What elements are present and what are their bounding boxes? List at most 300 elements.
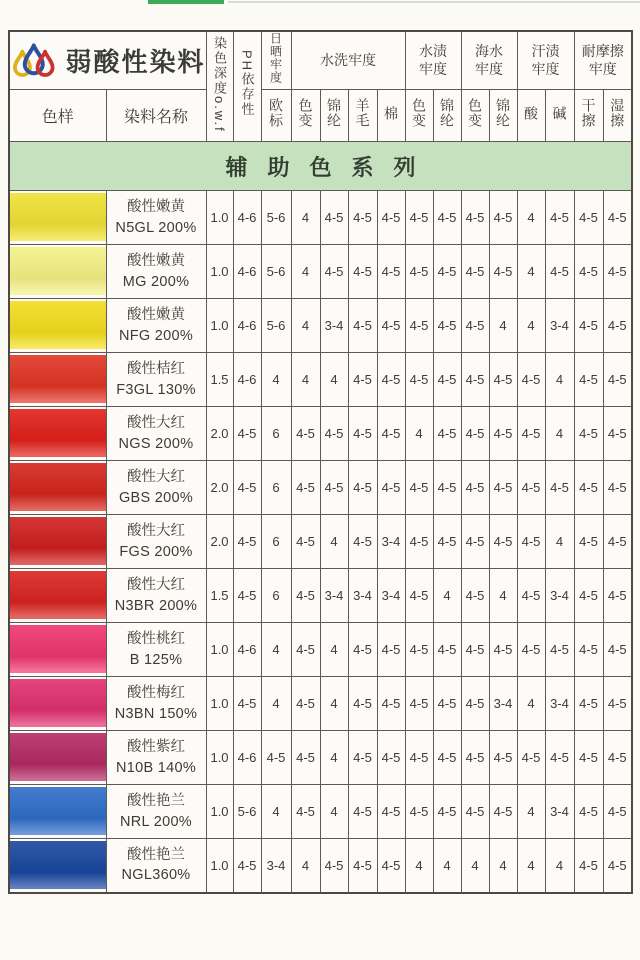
dye-code: N5GL 200% — [115, 219, 197, 236]
fastness-value-wash-nylon: 4-5 — [320, 191, 348, 245]
color-swatch — [10, 733, 106, 781]
fastness-value-wash-nylon: 4 — [320, 515, 348, 569]
fastness-value-water-nylon: 4-5 — [433, 299, 461, 353]
dye-name-cell — [106, 353, 206, 407]
fastness-value-water-nylon: 4-5 — [433, 677, 461, 731]
fastness-value-sweat-acid: 4-5 — [517, 461, 545, 515]
color-swatch — [10, 679, 106, 727]
dye-row — [9, 407, 632, 461]
dye-code: GBS 200% — [118, 489, 194, 506]
fastness-value-wash-color-change: 4 — [291, 839, 320, 893]
dye-name-cn: 酸性梅红 — [127, 685, 185, 702]
series-banner — [9, 142, 632, 191]
fastness-value-wash-color-change: 4 — [291, 245, 320, 299]
fastness-value-rub-dry: 4-5 — [574, 623, 603, 677]
color-swatch-cell — [9, 353, 106, 407]
dye-code: N10B 140% — [115, 759, 197, 776]
dye-row — [9, 677, 632, 731]
fastness-value-water-color-change: 4-5 — [405, 785, 433, 839]
color-swatch — [10, 247, 106, 295]
column-header-wash-nylon: 锦纶 — [320, 90, 348, 142]
fastness-value-wash-nylon: 4-5 — [320, 407, 348, 461]
fastness-value-rub-dry: 4-5 — [574, 245, 603, 299]
fastness-value-wash-nylon: 4 — [320, 353, 348, 407]
fastness-value-wash-wool: 4-5 — [348, 515, 377, 569]
fastness-value-wash-color-change: 4-5 — [291, 407, 320, 461]
fastness-value-wash-color-change: 4 — [291, 191, 320, 245]
fastness-value-wash-color-change: 4-5 — [291, 569, 320, 623]
fastness-value-water-color-change: 4-5 — [405, 461, 433, 515]
fastness-value-sea-nylon: 4-5 — [489, 191, 517, 245]
fastness-value-rub-wet: 4-5 — [603, 623, 632, 677]
top-edge-faint-line — [228, 1, 640, 3]
fastness-value-water-color-change: 4-5 — [405, 623, 433, 677]
column-header-sample: 色样 — [9, 90, 106, 142]
fastness-value-water-color-change: 4-5 — [405, 677, 433, 731]
fastness-value-wash-cotton: 4-5 — [377, 407, 405, 461]
fastness-value-sea-color-change: 4-5 — [461, 515, 489, 569]
column-header-water-color-change: 色变 — [405, 90, 433, 142]
fastness-value-wash-wool: 3-4 — [348, 569, 377, 623]
fastness-value-wash-cotton: 4-5 — [377, 353, 405, 407]
dye-name-cn: 酸性嫩黄 — [127, 307, 185, 324]
fastness-value-wash-wool: 4-5 — [348, 353, 377, 407]
fastness-value-wash-wool: 4-5 — [348, 191, 377, 245]
fastness-value-wash-wool: 4-5 — [348, 299, 377, 353]
fastness-value-sweat-acid: 4 — [517, 191, 545, 245]
color-swatch-cell — [9, 461, 106, 515]
dye-name-cell — [106, 677, 206, 731]
dye-row — [9, 623, 632, 677]
fastness-value-sweat-acid: 4 — [517, 785, 545, 839]
fastness-value-rub-dry: 4-5 — [574, 677, 603, 731]
fastness-value-euro-standard: 6 — [261, 407, 291, 461]
fastness-value-euro-standard: 3-4 — [261, 839, 291, 893]
color-swatch-cell — [9, 785, 106, 839]
fastness-value-sea-color-change: 4 — [461, 839, 489, 893]
dye-name-cn: 酸性大红 — [127, 469, 185, 486]
fastness-value-sea-nylon: 4-5 — [489, 731, 517, 785]
fastness-value-rub-wet: 4-5 — [603, 839, 632, 893]
fastness-value-wash-wool: 4-5 — [348, 407, 377, 461]
fastness-value-sea-color-change: 4-5 — [461, 353, 489, 407]
fastness-value-water-nylon: 4-5 — [433, 461, 461, 515]
fastness-value-sweat-alkali: 4-5 — [545, 731, 574, 785]
fastness-value-rub-dry: 4-5 — [574, 515, 603, 569]
dye-code: NGS 200% — [118, 435, 194, 452]
fastness-value-water-nylon: 4-5 — [433, 623, 461, 677]
fastness-value-sea-nylon: 4-5 — [489, 461, 517, 515]
fastness-value-water-color-change: 4-5 — [405, 191, 433, 245]
fastness-value-water-color-change: 4 — [405, 407, 433, 461]
brand-title: 弱酸性染料 — [65, 47, 206, 77]
fastness-value-ph: 4-6 — [233, 623, 261, 677]
color-swatch-cell — [9, 515, 106, 569]
fastness-value-wash-nylon: 4 — [320, 731, 348, 785]
dye-name-cell — [106, 785, 206, 839]
fastness-value-euro-standard: 6 — [261, 515, 291, 569]
fastness-value-rub-dry: 4-5 — [574, 461, 603, 515]
fastness-value-water-color-change: 4-5 — [405, 299, 433, 353]
fastness-value-depth: 1.0 — [206, 731, 233, 785]
fastness-value-wash-wool: 4-5 — [348, 731, 377, 785]
fastness-value-ph: 4-5 — [233, 407, 261, 461]
dye-code: B 125% — [129, 651, 183, 668]
dye-row — [9, 245, 632, 299]
fastness-value-sweat-acid: 4-5 — [517, 569, 545, 623]
fastness-value-euro-standard: 4 — [261, 677, 291, 731]
column-header-sweat-acid: 酸 — [517, 90, 545, 142]
fastness-value-wash-nylon: 4-5 — [320, 245, 348, 299]
fastness-value-wash-nylon: 4 — [320, 677, 348, 731]
fastness-value-euro-standard: 6 — [261, 461, 291, 515]
color-swatch — [10, 355, 106, 403]
fastness-value-rub-dry: 4-5 — [574, 731, 603, 785]
fastness-value-sweat-acid: 4 — [517, 299, 545, 353]
dye-name-cn: 酸性艳兰 — [127, 793, 185, 810]
fastness-value-wash-wool: 4-5 — [348, 461, 377, 515]
fastness-value-ph: 4-6 — [233, 731, 261, 785]
fastness-value-sea-color-change: 4-5 — [461, 461, 489, 515]
fastness-value-euro-standard: 6 — [261, 569, 291, 623]
fastness-value-wash-cotton: 4-5 — [377, 191, 405, 245]
dye-name-cn: 酸性大红 — [127, 523, 185, 540]
fastness-value-sea-nylon: 3-4 — [489, 677, 517, 731]
fastness-value-wash-nylon: 3-4 — [320, 569, 348, 623]
fastness-value-depth: 1.5 — [206, 569, 233, 623]
fastness-value-water-color-change: 4-5 — [405, 353, 433, 407]
color-swatch-cell — [9, 839, 106, 893]
dye-name-cell — [106, 569, 206, 623]
fastness-value-depth: 1.0 — [206, 245, 233, 299]
fastness-value-ph: 5-6 — [233, 785, 261, 839]
fastness-value-euro-standard: 5-6 — [261, 245, 291, 299]
dye-code: N3BR 200% — [114, 597, 198, 614]
column-header-euro-standard: 欧标 — [261, 90, 291, 142]
fastness-value-wash-cotton: 3-4 — [377, 515, 405, 569]
fastness-value-sweat-alkali: 3-4 — [545, 299, 574, 353]
fastness-value-euro-standard: 4-5 — [261, 731, 291, 785]
fastness-value-water-color-change: 4-5 — [405, 569, 433, 623]
fastness-value-depth: 2.0 — [206, 407, 233, 461]
fastness-table — [8, 30, 633, 894]
group-header-perspiration: 汗渍牢度 — [517, 31, 574, 90]
column-header-depth: 染色深度o.w.f — [206, 31, 233, 142]
fastness-value-rub-wet: 4-5 — [603, 569, 632, 623]
fastness-value-depth: 1.0 — [206, 839, 233, 893]
fastness-value-depth: 1.0 — [206, 785, 233, 839]
dye-code: MG 200% — [122, 273, 190, 290]
fastness-value-wash-color-change: 4-5 — [291, 623, 320, 677]
color-swatch — [10, 409, 106, 457]
color-swatch — [10, 193, 106, 241]
fastness-value-ph: 4-5 — [233, 569, 261, 623]
column-header-ph: PH依存性 — [233, 31, 261, 142]
fastness-value-water-color-change: 4 — [405, 839, 433, 893]
fastness-value-euro-standard: 5-6 — [261, 191, 291, 245]
fastness-value-wash-cotton: 4-5 — [377, 245, 405, 299]
dye-code: NFG 200% — [118, 327, 194, 344]
fastness-value-rub-dry: 4-5 — [574, 785, 603, 839]
dye-name-cn: 酸性紫红 — [127, 739, 185, 756]
group-header-water-stain: 水渍牢度 — [405, 31, 461, 90]
fastness-value-wash-wool: 4-5 — [348, 839, 377, 893]
dye-name-cn: 酸性嫩黄 — [127, 253, 185, 270]
dye-name-cell — [106, 407, 206, 461]
fastness-value-sweat-alkali: 4 — [545, 407, 574, 461]
fastness-value-wash-wool: 4-5 — [348, 623, 377, 677]
fastness-value-sea-nylon: 4-5 — [489, 407, 517, 461]
color-swatch — [10, 301, 106, 349]
color-swatch-cell — [9, 299, 106, 353]
column-header-dye-name: 染料名称 — [106, 90, 206, 142]
fastness-value-rub-wet: 4-5 — [603, 785, 632, 839]
fastness-value-sweat-acid: 4-5 — [517, 353, 545, 407]
fastness-value-depth: 1.0 — [206, 299, 233, 353]
dye-name-cell — [106, 839, 206, 893]
fastness-value-rub-wet: 4-5 — [603, 353, 632, 407]
fastness-value-sea-color-change: 4-5 — [461, 569, 489, 623]
dye-name-cn: 酸性桔红 — [127, 361, 185, 378]
fastness-value-sweat-acid: 4-5 — [517, 623, 545, 677]
fastness-value-wash-color-change: 4-5 — [291, 785, 320, 839]
dye-row — [9, 839, 632, 893]
fastness-value-depth: 1.5 — [206, 353, 233, 407]
fastness-value-water-nylon: 4-5 — [433, 407, 461, 461]
fastness-value-euro-standard: 4 — [261, 353, 291, 407]
fastness-value-sea-color-change: 4-5 — [461, 731, 489, 785]
fastness-value-wash-cotton: 3-4 — [377, 569, 405, 623]
column-header-lightfastness: 日晒牢度 — [261, 31, 291, 90]
color-swatch — [10, 571, 106, 619]
brand-header — [9, 31, 206, 90]
fastness-value-euro-standard: 4 — [261, 785, 291, 839]
fastness-value-water-nylon: 4 — [433, 839, 461, 893]
color-swatch — [10, 787, 106, 835]
fastness-value-depth: 1.0 — [206, 623, 233, 677]
dye-row — [9, 785, 632, 839]
series-banner-text: 辅助色系列 — [225, 154, 436, 180]
color-swatch-cell — [9, 191, 106, 245]
fastness-value-sea-nylon: 4-5 — [489, 623, 517, 677]
fastness-value-water-color-change: 4-5 — [405, 731, 433, 785]
fastness-value-sea-nylon: 4-5 — [489, 353, 517, 407]
top-edge-green-mark — [148, 0, 224, 4]
dye-name-cell — [106, 623, 206, 677]
fastness-value-sweat-alkali: 4-5 — [545, 245, 574, 299]
fastness-value-sea-color-change: 4-5 — [461, 191, 489, 245]
fastness-value-ph: 4-6 — [233, 353, 261, 407]
color-swatch — [10, 517, 106, 565]
fastness-value-water-nylon: 4-5 — [433, 191, 461, 245]
fastness-value-sweat-acid: 4-5 — [517, 731, 545, 785]
dye-code: N3BN 150% — [114, 705, 198, 722]
fastness-value-water-nylon: 4 — [433, 569, 461, 623]
fastness-value-wash-wool: 4-5 — [348, 245, 377, 299]
column-header-rub-dry: 干擦 — [574, 90, 603, 142]
fastness-value-sea-color-change: 4-5 — [461, 407, 489, 461]
fastness-value-water-nylon: 4-5 — [433, 245, 461, 299]
fastness-value-sea-nylon: 4-5 — [489, 785, 517, 839]
fastness-value-rub-wet: 4-5 — [603, 731, 632, 785]
fastness-value-wash-cotton: 4-5 — [377, 461, 405, 515]
fastness-value-depth: 1.0 — [206, 191, 233, 245]
fastness-value-sea-color-change: 4-5 — [461, 785, 489, 839]
fastness-value-wash-wool: 4-5 — [348, 785, 377, 839]
dye-row — [9, 299, 632, 353]
fastness-value-wash-cotton: 4-5 — [377, 623, 405, 677]
fastness-value-ph: 4-5 — [233, 677, 261, 731]
fastness-value-sweat-acid: 4-5 — [517, 407, 545, 461]
column-header-wash-cotton: 棉 — [377, 90, 405, 142]
fastness-value-sea-color-change: 4-5 — [461, 677, 489, 731]
dye-name-cell — [106, 461, 206, 515]
dye-row — [9, 353, 632, 407]
dye-row — [9, 569, 632, 623]
fastness-value-sea-color-change: 4-5 — [461, 245, 489, 299]
fastness-value-rub-wet: 4-5 — [603, 245, 632, 299]
dye-name-cell — [106, 191, 206, 245]
fastness-value-rub-wet: 4-5 — [603, 515, 632, 569]
dye-row — [9, 731, 632, 785]
dye-name-cn: 酸性大红 — [127, 415, 185, 432]
fastness-value-sweat-alkali: 4-5 — [545, 191, 574, 245]
fastness-value-wash-color-change: 4 — [291, 299, 320, 353]
dye-row — [9, 515, 632, 569]
fastness-value-wash-nylon: 4-5 — [320, 461, 348, 515]
fastness-value-sweat-acid: 4 — [517, 839, 545, 893]
fastness-value-sweat-alkali: 3-4 — [545, 785, 574, 839]
dye-name-cn: 酸性桃红 — [127, 631, 185, 648]
fastness-value-sea-color-change: 4-5 — [461, 299, 489, 353]
column-header-wash-color-change: 色变 — [291, 90, 320, 142]
fastness-value-water-nylon: 4-5 — [433, 731, 461, 785]
fastness-value-wash-color-change: 4-5 — [291, 677, 320, 731]
fastness-value-wash-nylon: 4 — [320, 623, 348, 677]
fastness-value-ph: 4-5 — [233, 839, 261, 893]
fastness-value-sweat-alkali: 4-5 — [545, 461, 574, 515]
group-header-washing: 水洗牢度 — [291, 31, 405, 90]
fastness-value-ph: 4-5 — [233, 515, 261, 569]
fastness-value-rub-dry: 4-5 — [574, 191, 603, 245]
group-header-seawater: 海水牢度 — [461, 31, 517, 90]
fastness-value-rub-wet: 4-5 — [603, 677, 632, 731]
dye-code: FGS 200% — [119, 543, 193, 560]
dye-name-cn: 酸性嫩黄 — [127, 199, 185, 216]
fastness-value-depth: 2.0 — [206, 461, 233, 515]
fastness-value-sweat-acid: 4 — [517, 677, 545, 731]
dye-name-cell — [106, 299, 206, 353]
fastness-value-water-nylon: 4-5 — [433, 785, 461, 839]
dye-row — [9, 461, 632, 515]
fastness-value-sweat-acid: 4-5 — [517, 515, 545, 569]
fastness-value-wash-color-change: 4-5 — [291, 731, 320, 785]
fastness-value-sea-nylon: 4 — [489, 839, 517, 893]
fastness-value-water-nylon: 4-5 — [433, 353, 461, 407]
fastness-value-euro-standard: 5-6 — [261, 299, 291, 353]
color-swatch-cell — [9, 569, 106, 623]
fastness-value-rub-dry: 4-5 — [574, 569, 603, 623]
fastness-value-wash-cotton: 4-5 — [377, 731, 405, 785]
color-swatch-cell — [9, 731, 106, 785]
column-header-rub-wet: 湿擦 — [603, 90, 632, 142]
color-swatch — [10, 625, 106, 673]
fastness-value-rub-wet: 4-5 — [603, 407, 632, 461]
fastness-value-wash-color-change: 4-5 — [291, 461, 320, 515]
fastness-value-euro-standard: 4 — [261, 623, 291, 677]
fastness-value-sea-nylon: 4-5 — [489, 245, 517, 299]
fastness-value-sweat-alkali: 4 — [545, 839, 574, 893]
fastness-value-wash-nylon: 4-5 — [320, 839, 348, 893]
fastness-value-wash-nylon: 4 — [320, 785, 348, 839]
dye-code: F3GL 130% — [116, 381, 196, 398]
dye-name-cn: 酸性艳兰 — [127, 846, 185, 863]
fastness-value-wash-cotton: 4-5 — [377, 299, 405, 353]
fastness-value-ph: 4-6 — [233, 299, 261, 353]
column-header-water-nylon: 锦纶 — [433, 90, 461, 142]
fastness-value-sea-color-change: 4-5 — [461, 623, 489, 677]
fastness-value-sea-nylon: 4 — [489, 299, 517, 353]
fastness-value-rub-dry: 4-5 — [574, 839, 603, 893]
color-swatch — [10, 841, 106, 889]
dye-code: NRL 200% — [120, 813, 192, 830]
fastness-value-sweat-alkali: 4 — [545, 353, 574, 407]
fastness-value-rub-wet: 4-5 — [603, 299, 632, 353]
color-swatch-cell — [9, 407, 106, 461]
series-banner-row — [9, 142, 632, 191]
dye-name-cn: 酸性大红 — [127, 577, 185, 594]
fastness-value-sweat-alkali: 4 — [545, 515, 574, 569]
column-header-sea-color-change: 色变 — [461, 90, 489, 142]
fastness-value-rub-wet: 4-5 — [603, 191, 632, 245]
group-header-rubbing: 耐摩擦牢度 — [574, 31, 632, 90]
fastness-value-wash-cotton: 4-5 — [377, 785, 405, 839]
fastness-value-wash-color-change: 4 — [291, 353, 320, 407]
dye-code: NGL360% — [121, 867, 191, 884]
color-swatch-cell — [9, 623, 106, 677]
color-swatch-cell — [9, 677, 106, 731]
dye-name-cell — [106, 731, 206, 785]
fastness-value-sweat-alkali: 3-4 — [545, 569, 574, 623]
dye-row — [9, 191, 632, 245]
column-header-sweat-alkali: 碱 — [545, 90, 574, 142]
fastness-value-wash-cotton: 4-5 — [377, 677, 405, 731]
fastness-value-rub-dry: 4-5 — [574, 407, 603, 461]
fastness-value-rub-dry: 4-5 — [574, 299, 603, 353]
dye-name-cell — [106, 515, 206, 569]
fastness-value-ph: 4-6 — [233, 245, 261, 299]
fastness-value-wash-nylon: 3-4 — [320, 299, 348, 353]
fastness-value-sea-nylon: 4 — [489, 569, 517, 623]
fastness-value-sweat-alkali: 3-4 — [545, 677, 574, 731]
column-header-sea-nylon: 锦纶 — [489, 90, 517, 142]
fastness-value-sea-nylon: 4-5 — [489, 515, 517, 569]
fastness-value-depth: 1.0 — [206, 677, 233, 731]
fastness-value-water-color-change: 4-5 — [405, 515, 433, 569]
fastness-value-water-nylon: 4-5 — [433, 515, 461, 569]
fastness-value-water-color-change: 4-5 — [405, 245, 433, 299]
fastness-value-rub-dry: 4-5 — [574, 353, 603, 407]
fastness-value-wash-wool: 4-5 — [348, 677, 377, 731]
fastness-value-wash-cotton: 4-5 — [377, 839, 405, 893]
fastness-value-wash-color-change: 4-5 — [291, 515, 320, 569]
three-drops-logo-icon — [10, 36, 58, 86]
color-swatch-cell — [9, 245, 106, 299]
fastness-value-rub-wet: 4-5 — [603, 461, 632, 515]
fastness-value-sweat-alkali: 4-5 — [545, 623, 574, 677]
fastness-value-ph: 4-5 — [233, 461, 261, 515]
dye-name-cell — [106, 245, 206, 299]
